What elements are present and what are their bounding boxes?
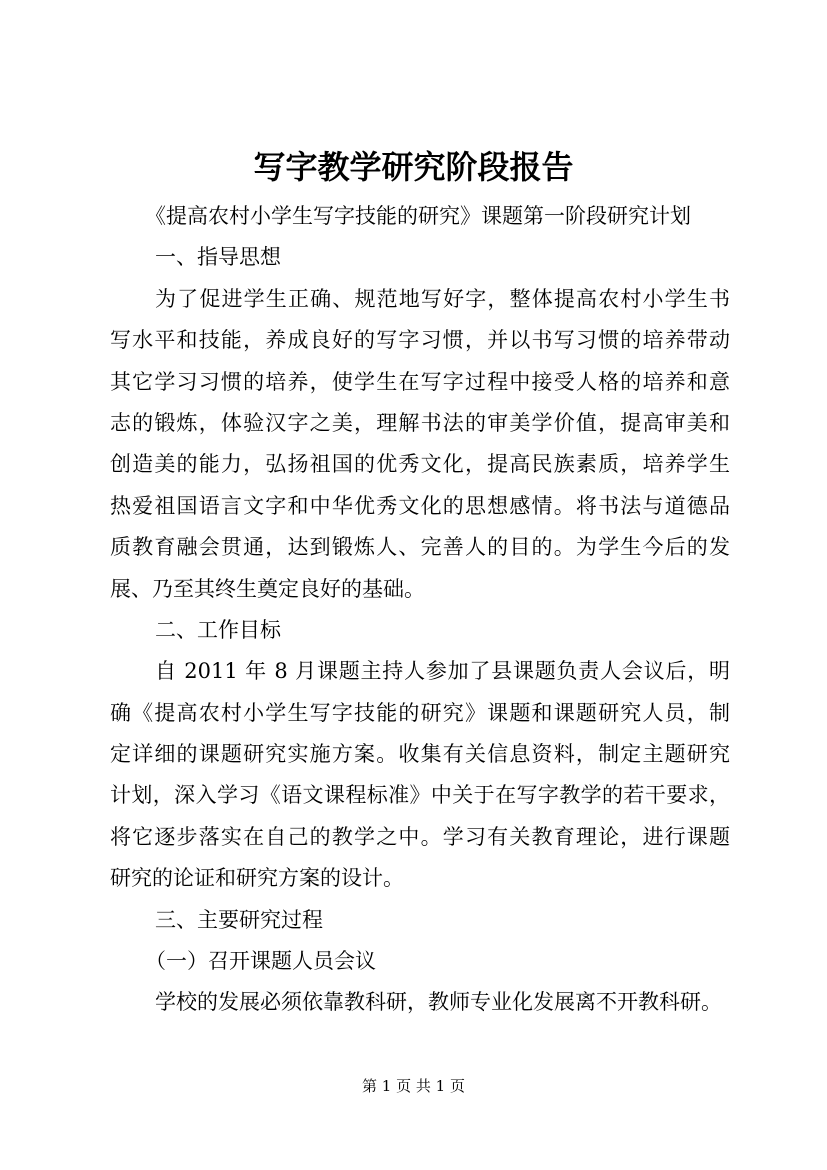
subsection-heading: （一）召开课题人员会议	[145, 949, 376, 974]
paragraph-line: 确《提高农村小学生写字技能的研究》课题和课题研究人员，制	[110, 700, 730, 725]
paragraph-line: 质教育融会贯通，达到锻炼人、完善人的目的。为学生今后的发	[110, 535, 730, 560]
paragraph-line: 志的锻炼，体验汉字之美，理解书法的审美学价值，提高审美和	[110, 410, 730, 435]
paragraph-line: 定详细的课题研究实施方案。收集有关信息资料，制定主题研究	[110, 742, 730, 767]
paragraph-line: 热爱祖国语言文字和中华优秀文化的思想感情。将书法与道德品	[110, 493, 730, 518]
paragraph-line: 为了促进学生正确、规范地写好字，整体提高农村小学生书	[155, 286, 730, 311]
document-title: 写字教学研究阶段报告	[253, 148, 574, 186]
paragraph-line: 研究的论证和研究方案的设计。	[110, 866, 404, 891]
section-heading: 二、工作目标	[155, 617, 281, 642]
paragraph-line: 自 2011 年 8 月课题主持人参加了县课题负责人会议后，明	[155, 659, 730, 684]
paragraph-line: 将它逐步落实在自己的教学之中。学习有关教育理论，进行课题	[110, 824, 730, 849]
paragraph-line: 计划，深入学习《语文课程标准》中关于在写字教学的若干要求，	[110, 783, 730, 808]
paragraph-line: 写水平和技能，养成良好的写字习惯，并以书写习惯的培养带动	[110, 328, 730, 353]
paragraph-line: 创造美的能力，弘扬祖国的优秀文化，提高民族素质，培养学生	[110, 452, 730, 477]
paragraph-line: 学校的发展必须依靠教科研，教师专业化发展离不开教科研。	[155, 990, 722, 1015]
document-subtitle: 《提高农村小学生写字技能的研究》课题第一阶段研究计划	[145, 204, 691, 228]
section-heading: 一、指导思想	[155, 245, 281, 270]
paragraph-line: 其它学习习惯的培养，使学生在写字过程中接受人格的培养和意	[110, 369, 730, 394]
page-number-footer: 第 1 页 共 1 页	[362, 1077, 465, 1095]
section-heading: 三、主要研究过程	[155, 907, 323, 932]
paragraph-line: 展、乃至其终生奠定良好的基础。	[110, 576, 425, 601]
document-body	[110, 196, 730, 1024]
